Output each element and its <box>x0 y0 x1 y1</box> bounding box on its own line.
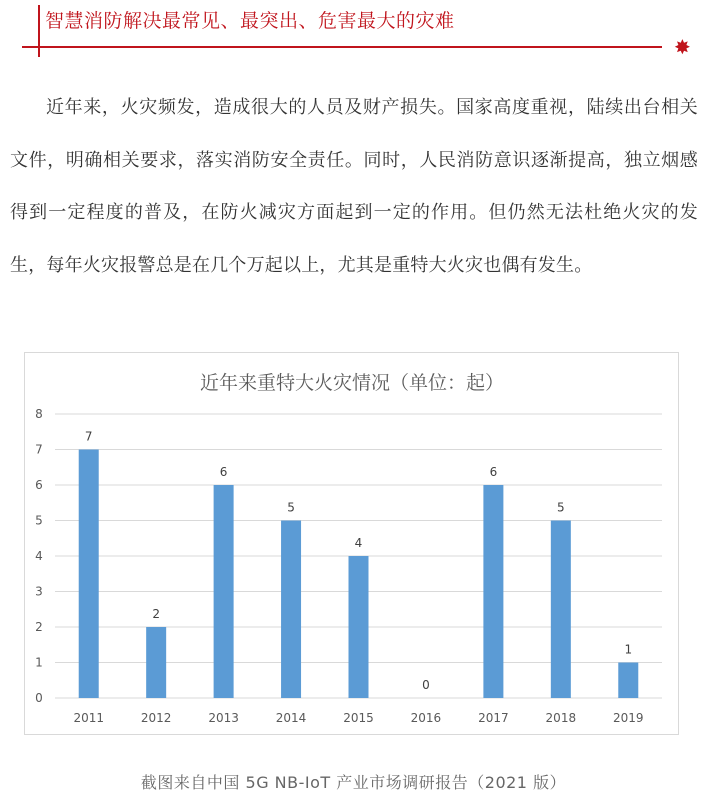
y-tick-label: 5 <box>35 513 43 528</box>
bar-2017 <box>483 485 503 698</box>
bar-2014 <box>281 521 301 699</box>
data-label-2013: 6 <box>219 465 228 479</box>
x-axis-ticks <box>73 711 643 725</box>
x-tick-label-2019: 2019 <box>613 711 644 725</box>
y-tick-label: 8 <box>35 407 43 421</box>
data-label-2017: 6 <box>489 465 498 479</box>
section-header <box>0 0 707 70</box>
x-tick-label-2017: 2017 <box>478 711 509 725</box>
y-tick-label: 2 <box>35 620 43 634</box>
header-horizontal-rule <box>22 46 662 48</box>
x-tick-label-2018: 2018 <box>545 711 577 725</box>
image-caption: 截图来自中国 5G NB-IoT 产业市场调研报告（2021 版） <box>140 773 567 792</box>
bar-2019 <box>618 663 638 699</box>
star-icon: ✸ <box>674 35 691 59</box>
bar-2015 <box>349 556 369 698</box>
data-label-2019: 1 <box>624 642 633 657</box>
y-axis-ticks <box>35 407 43 705</box>
x-tick-label-2013: 2013 <box>208 711 239 725</box>
data-label-2016: 0 <box>422 678 430 692</box>
x-tick-label-2011: 2011 <box>73 711 104 725</box>
header-vertical-rule <box>38 5 40 57</box>
data-label-2015: 4 <box>354 536 363 550</box>
x-tick-label-2014: 2014 <box>275 711 307 725</box>
chart-container <box>24 352 679 735</box>
chart-bars <box>79 450 639 699</box>
data-label-2012: 2 <box>152 607 160 621</box>
section-title: 智慧消防解决最常见、最突出、危害最大的灾难 <box>45 10 455 32</box>
bar-2013 <box>214 485 234 698</box>
x-tick-label-2016: 2016 <box>410 711 442 725</box>
x-tick-label-2012: 2012 <box>140 711 172 725</box>
y-tick-label: 7 <box>35 442 43 457</box>
chart-title: 近年来重特大火灾情况（单位：起） <box>199 372 505 394</box>
y-tick-label: 0 <box>35 691 43 705</box>
bar-2012 <box>146 627 166 698</box>
data-label-2014: 5 <box>287 500 295 515</box>
y-tick-label: 6 <box>35 478 43 492</box>
bar-2011 <box>79 450 99 699</box>
body-paragraph: 近年来，火灾频发，造成很大的人员及财产损失。国家高度重视，陆续出台相关文件，明确相关要求，落实消防安全责任。同时，人民消防意识逐渐提高，独立烟感得到一定程度的普及，在防火减灾方面起到一定的作用。但仍然无法杜绝火灾的发生，每年火灾报警总是在几个万起以上，尤其是重特大火灾也偶有发生。 <box>10 97 698 276</box>
y-tick-label: 4 <box>35 549 43 563</box>
data-label-2011: 7 <box>84 429 93 444</box>
x-tick-label-2015: 2015 <box>343 711 374 725</box>
y-tick-label: 1 <box>35 655 43 670</box>
data-label-2018: 5 <box>557 500 565 515</box>
bar-chart <box>25 353 680 736</box>
bar-2018 <box>551 521 571 699</box>
y-tick-label: 3 <box>35 584 43 599</box>
